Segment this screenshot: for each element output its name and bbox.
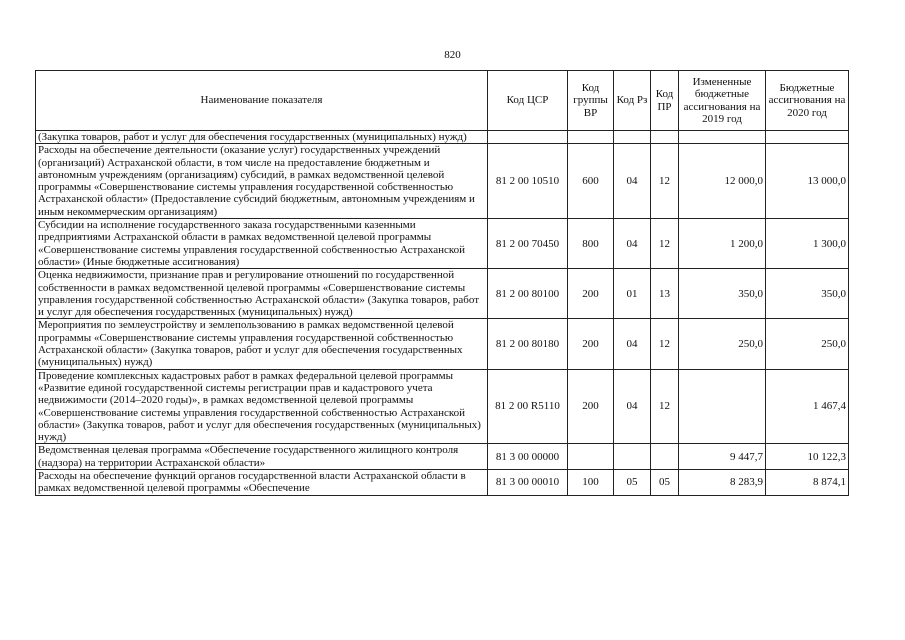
header-amount-2019: Измененные бюджетные ассигнования на 2019 год [679, 71, 766, 131]
row-pr [651, 131, 679, 144]
row-vr: 200 [568, 319, 614, 369]
row-pr: 13 [651, 269, 679, 319]
row-amount-2019 [679, 369, 766, 444]
table-row [36, 144, 849, 219]
table-row [36, 131, 849, 144]
row-name: (Закупка товаров, работ и услуг для обеспечения государственных (муниципальных) нужд) [36, 131, 488, 144]
header-amount-2020: Бюджетные ассигнования на 2020 год [766, 71, 849, 131]
row-csr: 81 2 00 70450 [488, 219, 568, 269]
row-amount-2020: 1 467,4 [766, 369, 849, 444]
row-pr: 12 [651, 369, 679, 444]
row-amount-2020: 10 122,3 [766, 444, 849, 470]
row-rz [614, 444, 651, 470]
row-rz: 01 [614, 269, 651, 319]
row-pr [651, 444, 679, 470]
row-csr: 81 2 00 R5110 [488, 369, 568, 444]
row-csr [488, 131, 568, 144]
row-amount-2020: 13 000,0 [766, 144, 849, 219]
row-vr: 200 [568, 369, 614, 444]
row-pr: 12 [651, 144, 679, 219]
table-row [36, 470, 849, 496]
row-csr: 81 3 00 00010 [488, 470, 568, 496]
row-vr: 200 [568, 269, 614, 319]
table-row [36, 319, 849, 369]
row-amount-2019: 12 000,0 [679, 144, 766, 219]
row-pr: 12 [651, 219, 679, 269]
header-pr: Код ПР [651, 71, 679, 131]
row-vr: 800 [568, 219, 614, 269]
row-amount-2020: 8 874,1 [766, 470, 849, 496]
row-amount-2019: 1 200,0 [679, 219, 766, 269]
row-csr: 81 2 00 80180 [488, 319, 568, 369]
header-name: Наименование показателя [36, 71, 488, 131]
table-header-row [36, 71, 849, 131]
row-amount-2020: 250,0 [766, 319, 849, 369]
row-amount-2020 [766, 131, 849, 144]
page-number: 820 [444, 49, 461, 61]
row-vr: 600 [568, 144, 614, 219]
row-vr [568, 131, 614, 144]
row-vr: 100 [568, 470, 614, 496]
row-amount-2019 [679, 131, 766, 144]
row-name: Субсидии на исполнение государственного заказа государственными казенными предприятиями Астраханской области в рамках ведомственной целевой программы «Совершенствование системы управления государственной собственностью Астраханской области» (Иные бюджетные ассигнования) [36, 219, 488, 269]
row-csr: 81 2 00 80100 [488, 269, 568, 319]
table-row [36, 269, 849, 319]
table-row [36, 219, 849, 269]
row-name: Проведение комплексных кадастровых работ в рамках федеральной целевой программы «Развитие единой государственной системы регистрации прав и кадастрового учета недвижимости (2014–2020 годы)», в рамках ведомственной целевой программы «Совершенствование системы управления государственной собственностью Астраханской области» (Закупка товаров, работ и услуг для обеспечения государственных (муниципальных) нужд) [36, 369, 488, 444]
row-pr: 05 [651, 470, 679, 496]
row-name: Мероприятия по землеустройству и землепользованию в рамках ведомственной целевой программы «Совершенствование системы управления государственной собственностью Астраханской области» (Закупка товаров, работ и услуг для обеспечения государственных (муниципальных) нужд) [36, 319, 488, 369]
row-name: Оценка недвижимости, признание прав и регулирование отношений по государственной собственности в рамках ведомственной целевой программы «Совершенствование системы управления государственной собственностью Астраханской области» (Закупка товаров, работ и услуг для обеспечения государственных (муниципальных) нужд) [36, 269, 488, 319]
row-vr [568, 444, 614, 470]
row-rz: 04 [614, 144, 651, 219]
row-amount-2020: 1 300,0 [766, 219, 849, 269]
header-rz: Код Рз [614, 71, 651, 131]
header-vr: Код группы ВР [568, 71, 614, 131]
row-amount-2020: 350,0 [766, 269, 849, 319]
row-amount-2019: 8 283,9 [679, 470, 766, 496]
row-amount-2019: 350,0 [679, 269, 766, 319]
row-rz: 04 [614, 319, 651, 369]
row-rz: 04 [614, 369, 651, 444]
row-amount-2019: 9 447,7 [679, 444, 766, 470]
row-csr: 81 3 00 00000 [488, 444, 568, 470]
row-amount-2019: 250,0 [679, 319, 766, 369]
table-row [36, 369, 849, 444]
row-name: Расходы на обеспечение деятельности (оказание услуг) государственных учреждений (организаций) Астраханской области, в том числе на предоставление бюджетным и автономным учреждениям (организациям) субсидий, в рамках ведомственной целевой программы «Совершенствование системы управления государственной собственностью Астраханской области» (Предоставление субсидий бюджетным, автономным учреждениям и иным некоммерческим организациям) [36, 144, 488, 219]
row-rz [614, 131, 651, 144]
header-csr: Код ЦСР [488, 71, 568, 131]
row-name: Ведомственная целевая программа «Обеспечение государственного жилищного контроля (надзора) на территории Астраханской области» [36, 444, 488, 470]
table-row [36, 444, 849, 470]
row-name: Расходы на обеспечение функций органов государственной власти Астраханской области в рамках ведомственной целевой программы «Обеспечение [36, 470, 488, 496]
row-csr: 81 2 00 10510 [488, 144, 568, 219]
row-rz: 05 [614, 470, 651, 496]
budget-table [35, 70, 849, 496]
row-pr: 12 [651, 319, 679, 369]
row-rz: 04 [614, 219, 651, 269]
